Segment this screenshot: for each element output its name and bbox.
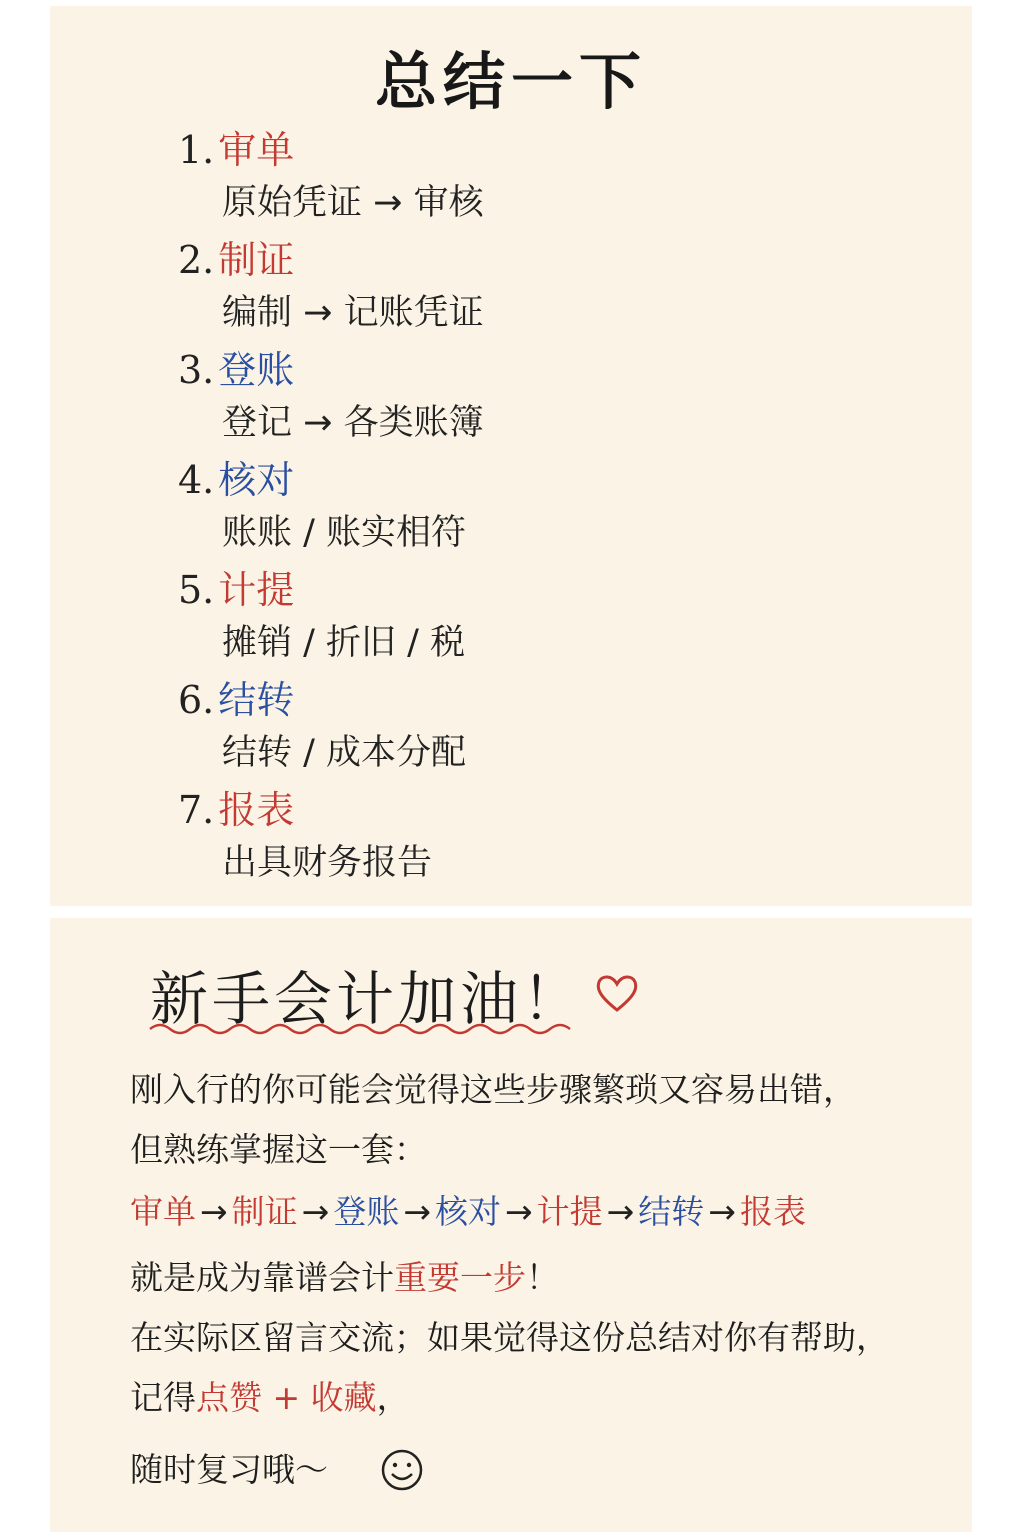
arrow-right-icon: → xyxy=(301,1192,330,1231)
paragraph-line-1: 刚入行的你可能会觉得这些步骤繁琐又容易出错， xyxy=(130,1070,856,1109)
step-number: 3. xyxy=(178,348,215,392)
heart-icon xyxy=(594,970,640,1016)
line4-suffix: ！ xyxy=(526,1258,559,1297)
step-3 xyxy=(178,346,484,448)
step-number: 2. xyxy=(178,238,215,282)
step-title: 结转 xyxy=(218,678,295,722)
line6-prefix: 记得 xyxy=(130,1378,196,1417)
step-6 xyxy=(178,676,466,778)
step-description: 编制 → 记账凭证 xyxy=(222,293,484,333)
summary-card xyxy=(50,6,972,906)
encouragement-title: 新手会计加油！ xyxy=(150,965,585,1033)
step-5 xyxy=(178,566,465,668)
step-4 xyxy=(178,456,466,558)
line6-suffix: ， xyxy=(376,1378,410,1417)
arrow-right-icon: → xyxy=(708,1192,736,1231)
step-description: 原始凭证 → 审核 xyxy=(222,183,484,223)
step-heading xyxy=(178,566,465,614)
important-step-highlight: 重要一步 xyxy=(394,1258,526,1297)
flow-step: 结转 xyxy=(638,1192,705,1231)
step-number: 4. xyxy=(178,458,215,502)
paragraph-line-4 xyxy=(130,1256,950,1300)
flow-step: 核对 xyxy=(434,1192,501,1231)
encouragement-card xyxy=(50,918,972,1532)
step-description: 摊销 / 折旧 / 税 xyxy=(222,623,466,663)
step-number: 7. xyxy=(178,788,215,832)
step-number: 5. xyxy=(178,568,215,612)
line4-prefix: 就是成为靠谱会计 xyxy=(130,1258,394,1297)
step-heading xyxy=(178,236,484,284)
step-heading xyxy=(178,676,466,724)
summary-title: 总结一下 xyxy=(374,45,647,118)
wavy-underline xyxy=(148,1020,578,1038)
step-heading xyxy=(178,786,432,834)
step-title: 登账 xyxy=(218,348,295,392)
step-title: 核对 xyxy=(218,458,295,502)
step-title: 审单 xyxy=(218,128,295,172)
arrow-right-icon: → xyxy=(403,1192,431,1231)
step-title: 报表 xyxy=(218,788,295,832)
arrow-right-icon: → xyxy=(606,1192,635,1231)
step-1 xyxy=(178,126,484,228)
paragraph-line-2: 但熟练掌握这一套： xyxy=(130,1130,427,1169)
paragraph-line-5: 在实际区留言交流；如果觉得这份总结对你有帮助， xyxy=(130,1318,889,1357)
arrow-right-icon: → xyxy=(504,1192,533,1231)
flow-step: 计提 xyxy=(536,1192,603,1231)
step-number: 6. xyxy=(178,678,215,722)
flow-step: 登账 xyxy=(333,1192,400,1231)
process-flow xyxy=(130,1190,950,1234)
flow-step: 审单 xyxy=(130,1192,196,1231)
step-heading xyxy=(178,126,484,174)
step-description: 登记 → 各类账簿 xyxy=(222,403,484,443)
paragraph-line-7: 随时复习哦～ xyxy=(130,1450,328,1489)
flow-step: 报表 xyxy=(739,1192,806,1231)
step-description: 结转 / 成本分配 xyxy=(222,733,467,773)
step-description: 账账 / 账实相符 xyxy=(222,513,467,553)
like-favorite-highlight: 点赞 + 收藏 xyxy=(196,1378,377,1417)
step-heading xyxy=(178,456,466,504)
flow-step: 制证 xyxy=(231,1192,298,1231)
step-description: 出具财务报告 xyxy=(222,843,433,883)
step-title: 计提 xyxy=(218,568,295,612)
step-title: 制证 xyxy=(218,238,295,282)
step-7 xyxy=(178,786,432,888)
arrow-right-icon: → xyxy=(200,1192,228,1231)
step-heading xyxy=(178,346,484,394)
step-number: 1. xyxy=(178,128,215,172)
smiley-face-icon xyxy=(380,1448,424,1492)
step-2 xyxy=(178,236,484,338)
paragraph-line-6 xyxy=(130,1376,950,1420)
